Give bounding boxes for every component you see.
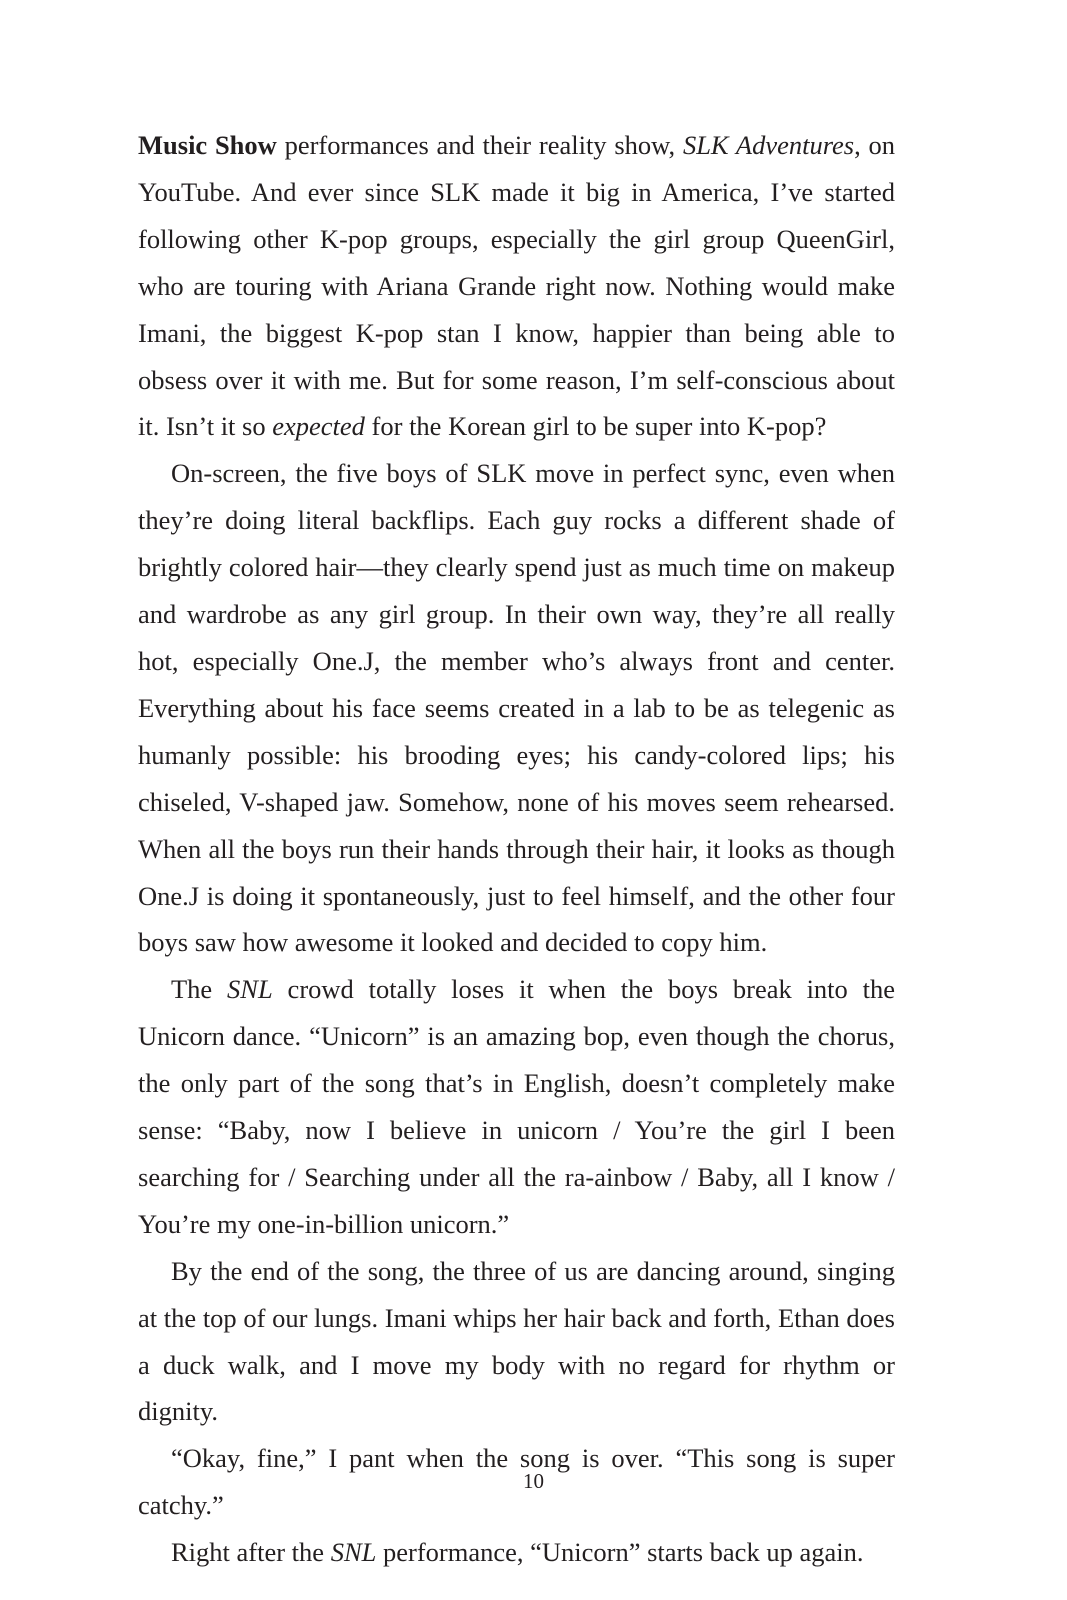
text-run: performance, “Unicorn” starts back up again.: [376, 1537, 864, 1568]
bold-run: Music Show: [138, 130, 277, 160]
paragraph-2: [138, 450, 895, 966]
paragraph-4: [138, 1248, 895, 1436]
text-run: crowd totally loses it when the boys break into the Unicorn dance. “Unicorn” is an amazing bop, even though the chorus, the only part of the song that’s in English, doesn’t completely make sense: “Baby, now I believe in unicorn / You’re the girl I been searching for / Searching under all the ra-ainbow / Baby, all I know / You’re my one-in-billion unicorn.”: [138, 974, 896, 1239]
italic-run: SLK Adventures: [682, 130, 855, 160]
page-number: 10: [523, 1469, 544, 1493]
body-text: [138, 122, 895, 1576]
italic-run: expected: [272, 411, 365, 442]
text-run: The: [171, 974, 228, 1005]
paragraph-6: [138, 1529, 895, 1576]
italic-run: SNL: [330, 1537, 377, 1568]
paragraph-1: [138, 122, 895, 450]
text-run: On-screen, the five boys of SLK move in perfect sync, even when they’re doing literal backflips. Each guy rocks a different shade of brightly colored hair—they clearly spend just as much time on makeup and wardrobe as any girl group. In their own way, they’re all really hot, especially One.J, the member who’s always front and center. Everything about his face seems created in a lab to be as telegenic as humanly possible: his brooding eyes; his candy-colored lips; his chiseled, V-shaped jaw. Somehow, none of his moves seem rehearsed. When all the boys run their hands through their hair, it looks as though One.J is doing it spontaneously, just to feel himself, and the other four boys saw how awesome it looked and decided to copy him.: [138, 458, 895, 958]
text-run: for the Korean girl to be super into K-pop?: [364, 411, 827, 442]
italic-run: SNL: [227, 974, 273, 1005]
text-run: By the end of the song, the three of us are dancing around, singing at the top of our lungs. Imani whips her hair back and forth, Ethan does a duck walk, and I move my body with no regard for rhythm or dignity.: [138, 1255, 895, 1427]
text-run: “Okay, fine,” I pant when the song is over. “This song is super catchy.”: [138, 1443, 895, 1521]
text-run: , on YouTube. And ever since SLK made it big in America, I’ve started following other K-pop groups, especially the girl group QueenGirl, who are touring with Ariana Grande right now. Nothing would make Imani, the biggest K-pop stan I know, happier than being able to obsess over it with me. But for some reason, I’m self-conscious about it. Isn’t it so: [138, 130, 895, 442]
text-run: Right after the: [171, 1537, 331, 1568]
paragraph-3: [138, 966, 895, 1247]
text-run: performances and their reality show,: [276, 130, 683, 160]
